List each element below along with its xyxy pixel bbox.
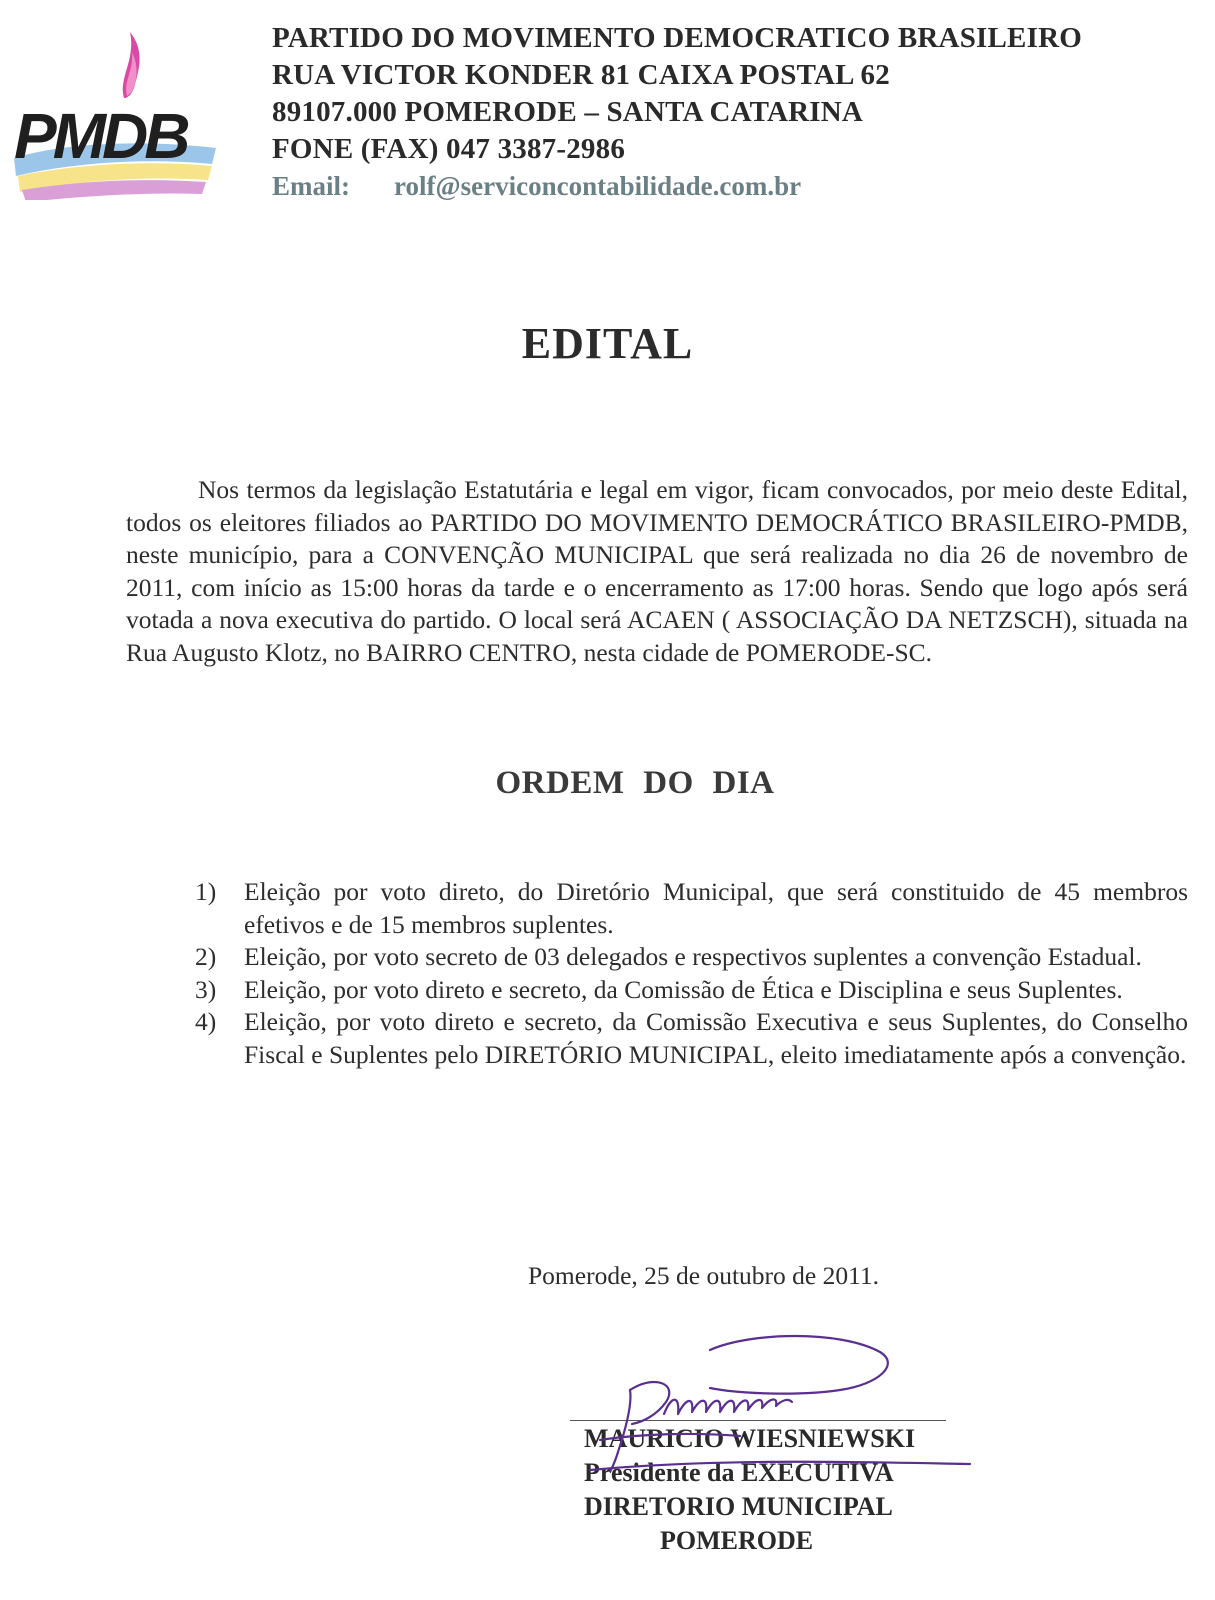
email-value: rolf@serviconcontabilidade.com.br <box>394 171 802 201</box>
signer-org: DIRETORIO MUNICIPAL <box>584 1492 893 1521</box>
agenda-title: ORDEM DO DIA <box>495 765 775 801</box>
handwritten-signature <box>560 1322 980 1472</box>
signer-city: POMERODE <box>660 1526 814 1555</box>
letterhead <box>272 20 1192 204</box>
agenda-item-number: 3) <box>195 974 217 1004</box>
svg-text:PMDB: PMDB <box>14 100 187 172</box>
agenda-item-text: Eleição por voto direto, do Diretório Municipal, que será constituido de 45 membros efetivos e de 15 membros suplentes. <box>244 877 1188 939</box>
agenda-item <box>195 1006 1188 1071</box>
body-paragraph: Nos termos da legislação Estatutária e legal em vigor, ficam convocados, por meio deste Edital, todos os eleitores filiados ao PARTIDO DO MOVIMENTO DEMOCRÁTICO BRASILEIRO-PMDB, neste município, para a CONVENÇÃO MUNICIPAL que será realizada no dia 26 de novembro de 2011, com início as 15:00 horas da tarde e o encerramento as 17:00 horas. Sendo que logo após será votada a nova executiva do partido. O local será ACAEN ( ASSOCIAÇÃO DA NETZSCH), situada na Rua Augusto Klotz, no BAIRRO CENTRO, nesta cidade de POMERODE-SC. <box>126 475 1188 667</box>
city-line: 89107.000 POMERODE – SANTA CATARINA <box>272 96 864 128</box>
signer-name: MAURICIO WIESNIEWSKI <box>584 1424 916 1453</box>
pmdb-logo <box>6 30 221 200</box>
email-line <box>272 168 1192 204</box>
agenda-item <box>195 974 1188 1007</box>
agenda-item-text: Eleição, por voto secreto de 03 delegados e respectivos suplentes a convenção Estadual. <box>244 942 1142 971</box>
agenda-item-number: 4) <box>195 1007 217 1036</box>
email-label: Email: <box>272 171 350 201</box>
agenda-item-text: Eleição, por voto direto e secreto, da Comissão de Ética e Disciplina e seus Suplentes. <box>244 974 1123 1004</box>
document-title: EDITAL <box>521 319 694 368</box>
agenda-list <box>195 876 1188 1071</box>
date-line: Pomerode, 25 de outubro de 2011. <box>528 1261 880 1290</box>
address-line: RUA VICTOR KONDER 81 CAIXA POSTAL 62 <box>272 59 890 91</box>
agenda-item <box>195 876 1188 941</box>
agenda-item-number: 2) <box>195 942 217 971</box>
phone-line: FONE (FAX) 047 3387-2986 <box>272 133 626 165</box>
signer-role: Presidente da EXECUTIVA <box>584 1458 894 1487</box>
agenda-item-number: 1) <box>195 877 217 906</box>
agenda-item-text: Eleição, por voto direto e secreto, da Comissão Executiva e seus Suplentes, do Conselho Fiscal e Suplentes pelo DIRETÓRIO MUNICIPAL, eleito imediatamente após a convenção. <box>244 1007 1188 1069</box>
agenda-item <box>195 941 1188 974</box>
party-name: PARTIDO DO MOVIMENTO DEMOCRATICO BRASILEIRO <box>272 22 1082 54</box>
